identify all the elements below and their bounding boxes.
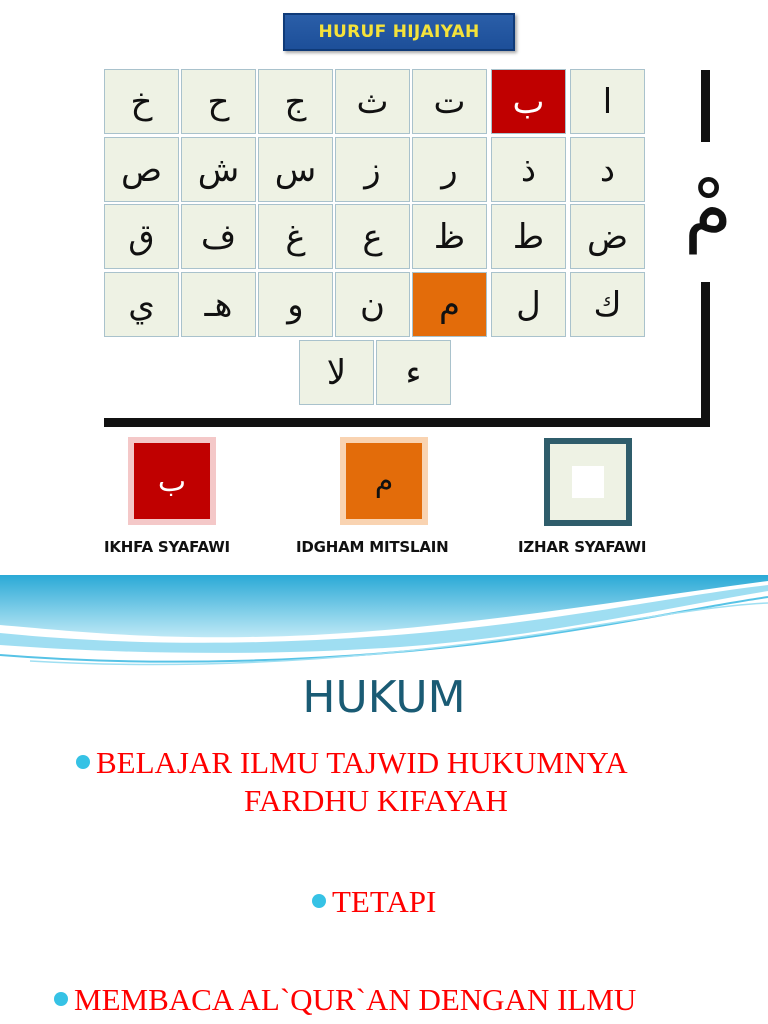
- legend-izhar-label: IZHAR SYAFAWI: [518, 538, 647, 556]
- legend-idgham-letter: م: [346, 443, 422, 519]
- letter-cell: ط: [491, 204, 566, 269]
- letter-cell: ش: [181, 137, 256, 202]
- legend-ikhfa-letter: ب: [134, 443, 210, 519]
- letter-cell: ض: [570, 204, 645, 269]
- mim-sukun-letter: مْ: [683, 165, 733, 255]
- bullet-item: [54, 982, 636, 1018]
- slide-heading: HUKUM: [302, 672, 466, 723]
- legend-idgham-label: IDGHAM MITSLAIN: [296, 538, 449, 556]
- letter-cell: ث: [335, 69, 410, 134]
- letter-cell: ا: [570, 69, 645, 134]
- letter-cell-ikhfa: ب: [491, 69, 566, 134]
- letter-cell: ح: [181, 69, 256, 134]
- letter-cell: ذ: [491, 137, 566, 202]
- letter-cell: ي: [104, 272, 179, 337]
- legend-ikhfa-box: [128, 437, 216, 525]
- letter-cell: و: [258, 272, 333, 337]
- bullet-dot: [76, 755, 90, 769]
- letter-cell: د: [570, 137, 645, 202]
- letter-cell: ع: [335, 204, 410, 269]
- letter-cell: ص: [104, 137, 179, 202]
- bullet-dot: [312, 894, 326, 908]
- title-banner: HURUF HIJAIYAH: [283, 13, 515, 51]
- legend-izhar-inner: [550, 444, 626, 520]
- letter-cell: ك: [570, 272, 645, 337]
- bracket-line-bottom: [104, 418, 710, 427]
- bullet-dot: [54, 992, 68, 1006]
- letter-cell: هـ: [181, 272, 256, 337]
- letter-cell: س: [258, 137, 333, 202]
- legend-idgham-box: [340, 437, 428, 525]
- bullet-text-line1: BELAJAR ILMU TAJWID HUKUMNYA: [96, 745, 628, 780]
- letter-cell: ر: [412, 137, 487, 202]
- legend-ikhfa-label: IKHFA SYAFAWI: [104, 538, 230, 556]
- letter-cell: خ: [104, 69, 179, 134]
- letter-cell: ق: [104, 204, 179, 269]
- bullet-text: TETAPI: [332, 884, 437, 919]
- letter-cell: غ: [258, 204, 333, 269]
- bracket-line-lower: [701, 282, 710, 427]
- letter-cell: ت: [412, 69, 487, 134]
- letter-cell: ز: [335, 137, 410, 202]
- letter-cell: ظ: [412, 204, 487, 269]
- letter-cell: ء: [376, 340, 451, 405]
- legend-izhar-square: [572, 466, 604, 498]
- letter-cell: ف: [181, 204, 256, 269]
- letter-cell: ن: [335, 272, 410, 337]
- bullet-item: [312, 884, 436, 920]
- letter-cell: لا: [299, 340, 374, 405]
- bullet-text: MEMBACA AL`QUR`AN DENGAN ILMU: [74, 982, 637, 1017]
- wave-decoration: [0, 575, 768, 670]
- bracket-line-upper: [701, 70, 710, 142]
- letter-cell-idgham: م: [412, 272, 487, 337]
- letter-cell: ل: [491, 272, 566, 337]
- legend-izhar-box: [544, 438, 632, 526]
- letter-cell: ج: [258, 69, 333, 134]
- bullet-item: [76, 745, 628, 781]
- bullet-continuation: FARDHU KIFAYAH: [244, 783, 508, 818]
